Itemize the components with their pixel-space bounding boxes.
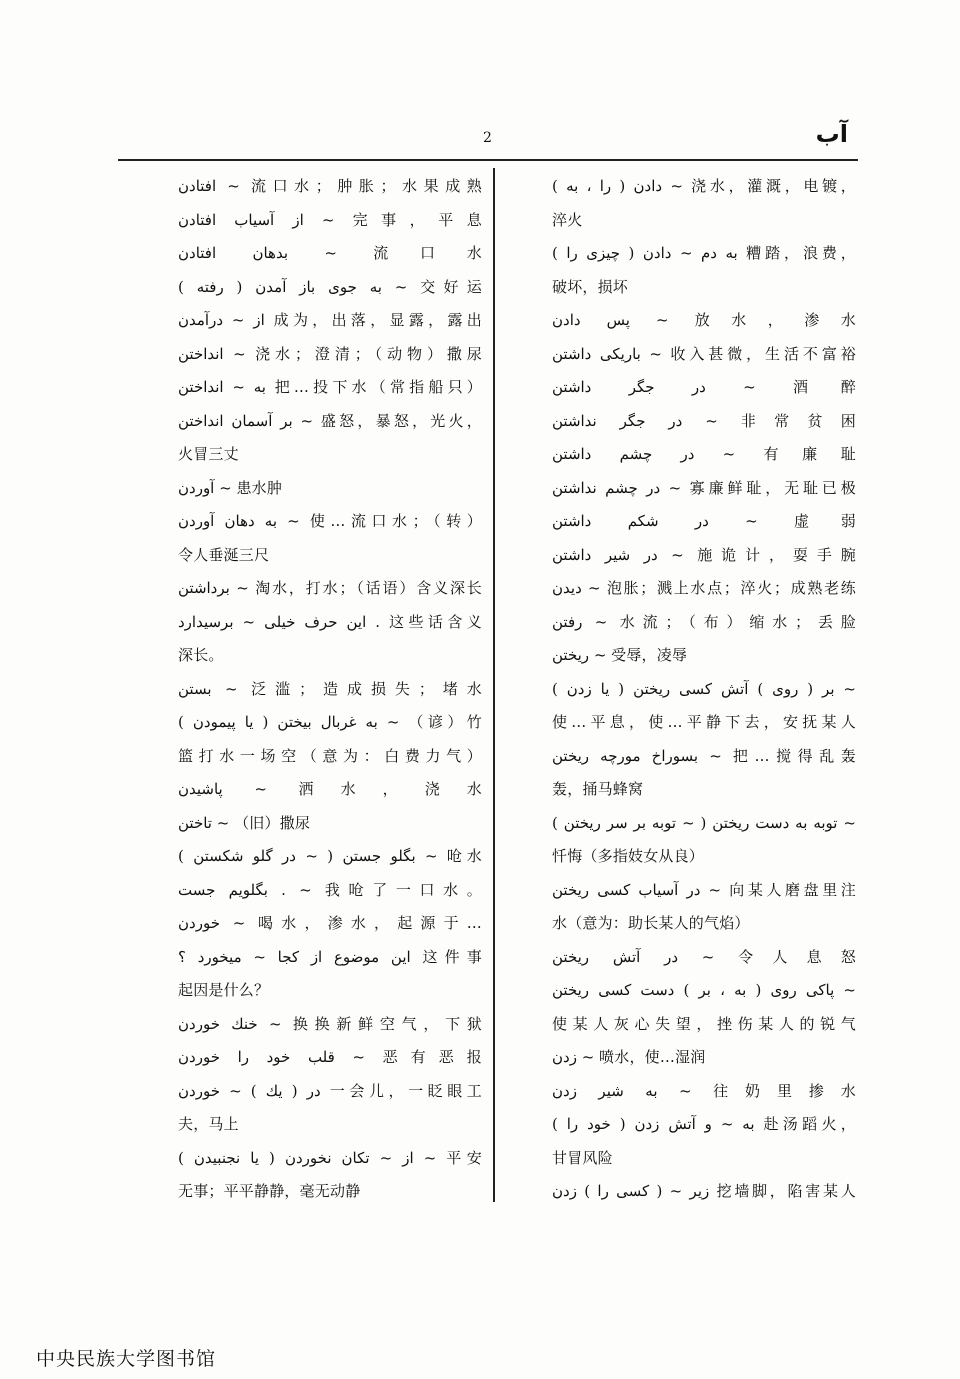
entry-line: 深长。 (178, 646, 224, 664)
entry-line: به ~ انداختن 把…投下水（常指船只） (178, 378, 482, 396)
entry-line: 火冒三丈 (178, 445, 239, 463)
entry-line: از آسیاب افتادن ~ 完事，平息 (178, 210, 482, 229)
entry-line: افتادن ~ 流口水；肿胀；水果成熟 (178, 177, 482, 195)
entry-line: خنك خوردن ~ 换换新鲜空气，下狱 (178, 1014, 482, 1033)
entry-line: پاشیدن ~ 洒水，浇水 (178, 780, 482, 798)
running-headword: آب (815, 120, 848, 148)
entry-line: 轰，捅马蜂窝 (552, 780, 644, 798)
entry-line: قلب خود را خوردن ~ 恶有恶报 (178, 1048, 482, 1066)
header-rule (118, 159, 858, 161)
entry-line: دیدن ~ 泡胀；溅上水点；淬火；成熟老练 (552, 579, 856, 597)
entry-line: بسوراخ مورچه ریختن ~ 把…搅得乱轰 (552, 746, 856, 765)
entry-line: از ~ تکان نخوردن ( یا نجنبیدن ) ~ 平安 (178, 1148, 482, 1167)
entry-line: در ( یك ) ~ خوردن 一会儿，一眨眼工 (178, 1081, 482, 1100)
entry-line: 淬火 (552, 210, 583, 229)
entry-line: 使…平息，使…平静下去，安抚某人 (552, 713, 856, 731)
entry-line: رفتن ~ 水流；（布）缩水；丢脸 (552, 612, 856, 631)
entry-line: از ~ درآمدن 成为，出落，显露，露出 (178, 311, 482, 329)
entry-line: 令人垂涎三尺 (178, 545, 270, 564)
entry-line: باریکی داشتن ~ 收入甚微，生活不富裕 (552, 344, 856, 363)
entry-line: بدهان افتادن ~ 流口水 (178, 244, 482, 262)
column-divider (493, 168, 495, 1202)
entry-line: 使某人灰心失望，挫伤某人的锐气 (552, 1014, 856, 1033)
entry-line: در جگر داشتن ~ 酒醉 (552, 378, 856, 396)
entry-line: آوردن ~ 患水肿 (178, 478, 283, 497)
page-number: 2 (483, 130, 492, 146)
entry-line: در شکم داشتن ~ 虚弱 (552, 512, 856, 530)
entry-line: در چشم نداشتن ~ 寡廉鲜耻，无耻已极 (552, 478, 856, 497)
entry-line: انداختن ~ 浇水；澄清；（动物）撒尿 (178, 344, 482, 363)
entry-line: پاکی روی ( به ، بر ) دست کسی ریختن ~ (552, 981, 856, 999)
entry-line: 无事；平平静静，毫无动静 (178, 1182, 361, 1200)
entry-line: ( رفته ) به جوی باز آمدن ~ 交好运 (178, 277, 482, 296)
entry-line: در آسیاب کسی ریختن ~ 向某人磨盘里注 (552, 880, 856, 899)
entry-line: زدن ~ 喷水，使…湿润 (552, 1048, 706, 1066)
entry-line: به شیر زدن ~ 往奶里掺水 (552, 1081, 856, 1100)
entry-line: 水（意为：助长某人的气焰） (552, 914, 750, 932)
entry-line: بگلو جستن ( ~ در گلو شکستن ) ~ 呛水 (178, 847, 482, 865)
library-footer: 中央民族大学图书馆 (36, 1348, 217, 1370)
entry-line: به غربال بیختن ( یا پیمودن ) ~ （谚）竹 (178, 713, 482, 731)
entry-line: زیر ~ ( کسی را ) زدن 挖墙脚，陷害某人 (552, 1182, 856, 1200)
entry-line: 忏悔（多指妓女从良） (552, 847, 705, 865)
entry-line: به دهان آوردن ~ 使…流口水；（转） (178, 512, 482, 530)
entry-line: 破坏，损坏 (552, 277, 629, 296)
entry-line: 夫，马上 (178, 1115, 239, 1133)
right-column (552, 170, 856, 1209)
entry-line: تاختن ~ （旧）撒尿 (178, 813, 311, 832)
entry-line: در چشم داشتن ~ 有廉耻 (552, 445, 856, 463)
entry-line: دادن ( را ، به ) ~ 浇水，灌溉，电镀， (552, 177, 856, 195)
entry-line: خوردن ~ 喝水，渗水，起源于… (178, 914, 482, 932)
left-column (178, 170, 482, 1209)
entry-line: در آتش ریختن ~ 令人息怒 (552, 947, 856, 966)
entry-line: 起因是什么？ (178, 981, 270, 999)
entry-line: ریختن ~ 受辱，凌辱 (552, 646, 688, 664)
entry-line: در جگر نداشتن ~ 非常贫困 (552, 411, 856, 430)
entry-line: 篮打水一场空（意为：白费力气） (178, 746, 482, 765)
entry-line: به دم ~ دادن ( چیزی را ) 糟踏，浪费， (552, 244, 856, 262)
entry-line: بر آسمان انداختن ~ 盛怒，暴怒，光火， (178, 411, 482, 430)
entry-line: بر ( روی ) آتش کسی ریختن ( یا زدن ) ~ (552, 679, 856, 698)
entry-line: پس دادن ~ 放水，渗水 (552, 311, 856, 329)
entry-line: ( خود را ) به ~ و آتش زدن 赴汤蹈火， (552, 1115, 856, 1133)
entry-line: بستن ~ 泛滥；造成损失；堵水 (178, 679, 482, 698)
entry-line: این موضوع از کجا ~ میخورد ؟ 这件事 (178, 947, 482, 966)
entry-line: توبه به دست ریختن ( ~ توبه بر سر ریختن ) ~ (552, 813, 856, 832)
entry-line: در شیر داشتن ~ 施诡计，耍手腕 (552, 545, 856, 564)
entry-line: 甘冒风险 (552, 1148, 613, 1167)
entry-line: بگلویم جست . ~ 我呛了一口水。 (178, 880, 482, 899)
entry-line: این حرف خیلی ~ برسیدارد . 这些话含义 (178, 612, 482, 631)
entry-line: برداشتن ~ 淘水，打水；（话语）含义深长 (178, 579, 482, 597)
